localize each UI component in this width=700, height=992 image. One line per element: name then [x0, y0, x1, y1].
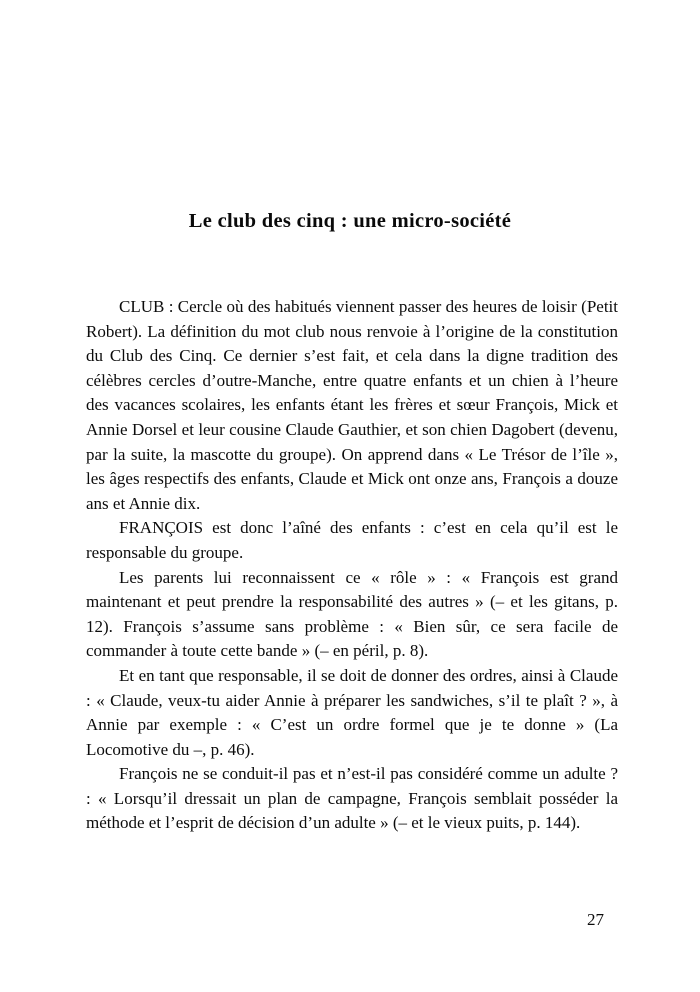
paragraph-francois-aine: FRANÇOIS est donc l’aîné des enfants : c’est en cela qu’il est le responsable du groupe. — [86, 518, 618, 562]
paragraph-club-definition: CLUB : Cercle où des habitués viennent passer des heures de loisir (Petit Robert). La définition du mot club nous renvoie à l’origine de la constitution du Club des Cinq. Ce dernier s’est fait, et cela dans la digne tradition des célèbres cercles d’outre-Manche, entre quatre enfants et un chien à l’heure des vacances scolaires, les enfants étant les frères et sœur François, Mick et Annie Dorsel et leur cousine Claude Gauthier, et son chien Dagobert (devenu, par la suite, la mascotte du groupe). On apprend dans « Le Trésor de l’île », les âges respectifs des enfants, Claude et Mick ont onze ans, François a douze ans et Annie dix. — [86, 297, 618, 513]
paragraph-donner-ordres: Et en tant que responsable, il se doit de donner des ordres, ainsi à Claude : « Claude, veux-tu aider Annie à préparer les sandwiches, s’il te plaît ? », à Annie par exemple : « C’est un ordre formel que je te donne » (La Locomotive du –, p. 46). — [86, 665, 618, 759]
paragraph-francois-adulte: François ne se conduit-il pas et n’est-il pas considéré comme un adulte ? : « Lorsqu’il dressait un plan de campagne, François semblait posséder la méthode et l’esprit de décision d’un adulte » (– et le vieux puits, p. 144). — [86, 764, 618, 833]
body-text — [86, 295, 618, 836]
page-number: 27 — [587, 910, 604, 929]
page-title: Le club des cinq : une micro-société — [188, 209, 512, 232]
paragraph-parents-role: Les parents lui reconnaissent ce « rôle » : « François est grand maintenant et peut prendre la responsabilité des autres » (– et les gitans, p. 12). François s’assume sans problème : « Bien sûr, ce sera facile de commander à toute cette bande » (– en péril, p. 8). — [86, 567, 618, 661]
